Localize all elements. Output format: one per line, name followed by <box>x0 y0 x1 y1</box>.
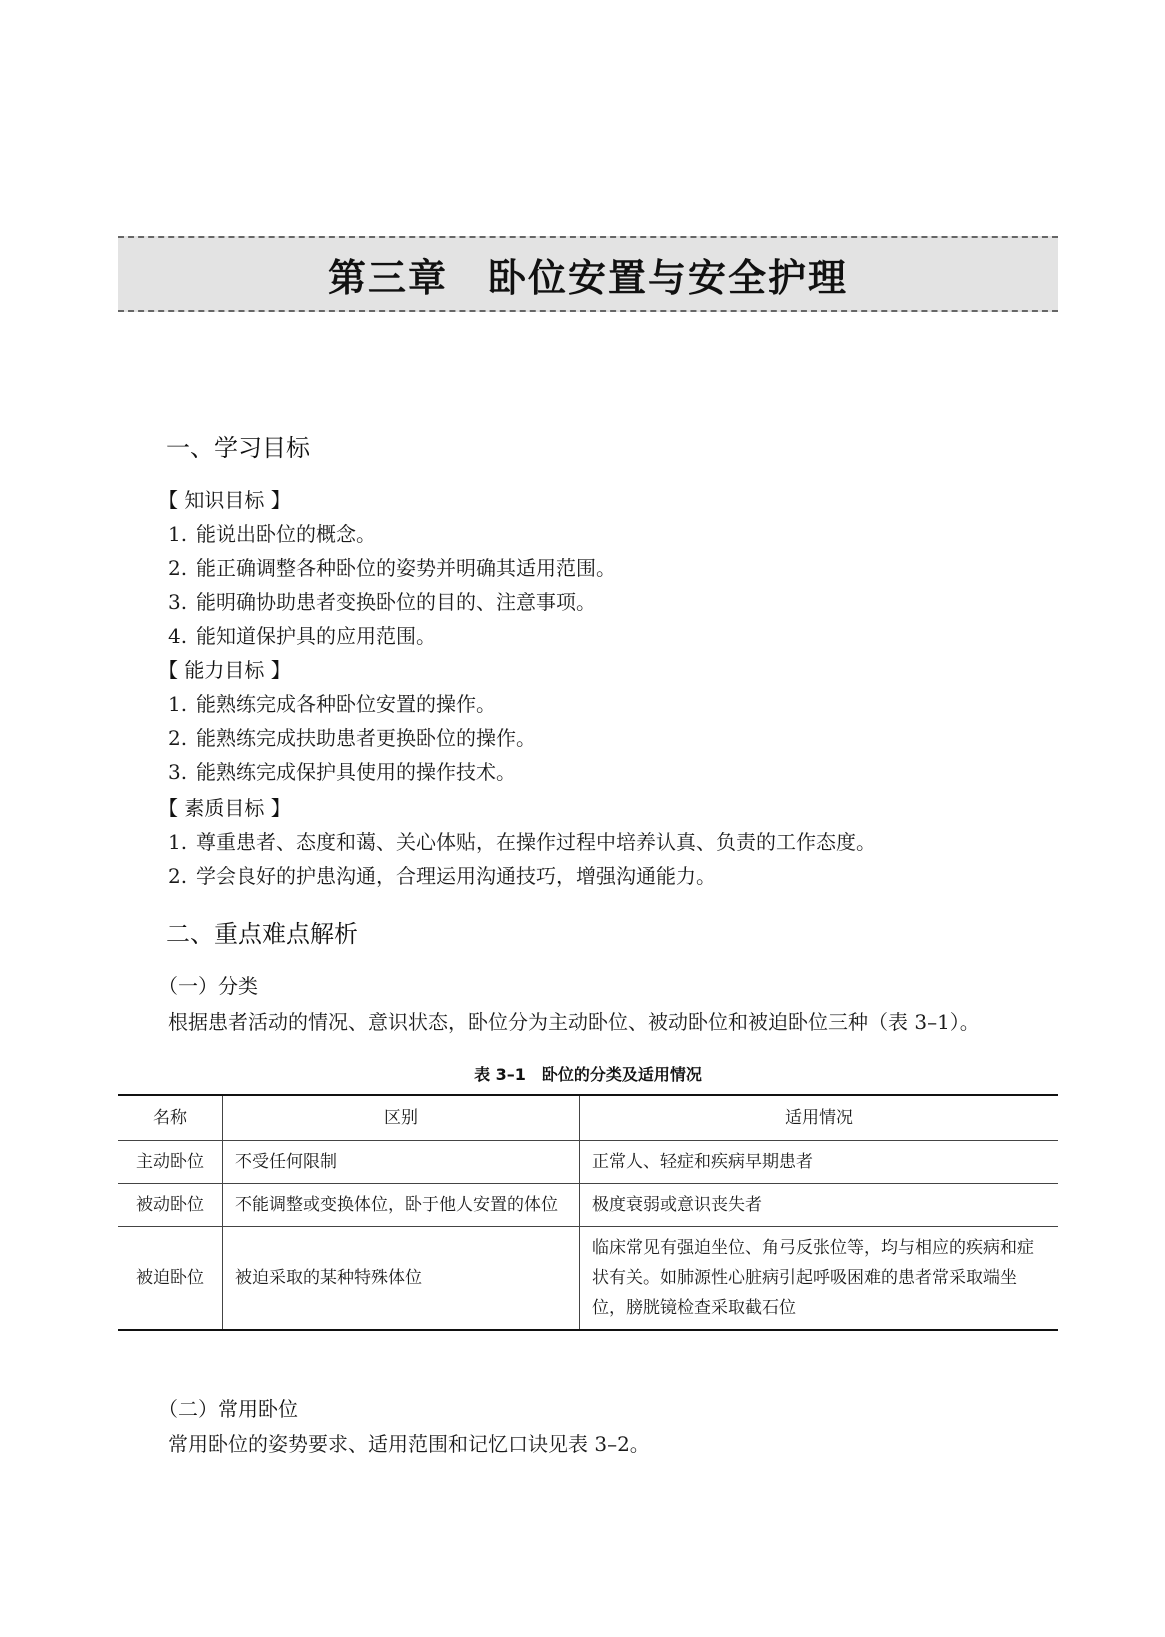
item-text: 能说出卧位的概念。 <box>196 522 376 546</box>
table-row <box>118 1184 1058 1227</box>
item-number: 4. <box>168 624 188 648</box>
table-cell: 临床常见有强迫坐位、角弓反张位等，均与相应的疾病和症状有关。如肺源性心脏病引起呼吸困难的患者常采取端坐位，膀胱镜检查采取截石位 <box>592 1238 1034 1318</box>
item-number: 1. <box>168 522 188 546</box>
item-number: 2. <box>168 726 188 750</box>
table-cell: 极度衰弱或意识丧失者 <box>580 1184 1059 1227</box>
table-cell: 被迫卧位 <box>118 1227 223 1331</box>
list-item <box>168 756 516 785</box>
subheading-classification: （一）分类 <box>158 974 258 998</box>
table-row <box>118 1141 1058 1184</box>
item-text: 能知道保护具的应用范围。 <box>196 624 436 648</box>
list-item <box>168 722 536 751</box>
table-cell: 主动卧位 <box>118 1141 223 1184</box>
table-cell: 不能调整或变换体位，卧于他人安置的体位 <box>223 1184 580 1227</box>
table-cell: 被迫采取的某种特殊体位 <box>223 1227 580 1331</box>
table-header-row <box>118 1095 1058 1141</box>
item-text: 能熟练完成各种卧位安置的操作。 <box>196 692 496 716</box>
paragraph-classification: 根据患者活动的情况、意识状态，卧位分为主动卧位、被动卧位和被迫卧位三种（表 3–1）。 <box>168 1010 980 1034</box>
subheading-knowledge-goals: 【 知识目标 】 <box>158 488 291 512</box>
item-text: 尊重患者、态度和蔼、关心体贴，在操作过程中培养认真、负责的工作态度。 <box>196 830 876 854</box>
table-cell: 被动卧位 <box>118 1184 223 1227</box>
list-item <box>168 620 436 649</box>
item-number: 1. <box>168 692 188 716</box>
column-header-application: 适用情况 <box>580 1095 1059 1141</box>
section-heading-learning-goals: 一、学习目标 <box>166 434 310 462</box>
section-heading-key-points: 二、重点难点解析 <box>166 920 358 948</box>
column-header-name: 名称 <box>118 1095 223 1141</box>
subheading-common-positions: （二）常用卧位 <box>158 1397 298 1421</box>
item-text: 能熟练完成扶助患者更换卧位的操作。 <box>196 726 536 750</box>
list-item <box>168 860 716 889</box>
table-caption: 表 3–1 卧位的分类及适用情况 <box>474 1065 702 1084</box>
paragraph-common-positions: 常用卧位的姿势要求、适用范围和记忆口诀见表 3–2。 <box>168 1432 650 1456</box>
list-item <box>168 826 876 855</box>
column-header-difference: 区别 <box>223 1095 580 1141</box>
position-classification-table <box>118 1094 1058 1331</box>
item-number: 3. <box>168 760 188 784</box>
subheading-quality-goals: 【 素质目标 】 <box>158 796 291 820</box>
chapter-banner <box>118 236 1058 312</box>
item-number: 2. <box>168 864 188 888</box>
item-number: 1. <box>168 830 188 854</box>
chapter-title: 第三章 卧位安置与安全护理 <box>327 254 848 300</box>
list-item <box>168 586 596 615</box>
item-text: 学会良好的护患沟通，合理运用沟通技巧，增强沟通能力。 <box>196 864 716 888</box>
list-item <box>168 552 616 581</box>
item-text: 能明确协助患者变换卧位的目的、注意事项。 <box>196 590 596 614</box>
table-cell: 不受任何限制 <box>223 1141 580 1184</box>
table-cell: 正常人、轻症和疾病早期患者 <box>580 1141 1059 1184</box>
item-text: 能熟练完成保护具使用的操作技术。 <box>196 760 516 784</box>
item-number: 3. <box>168 590 188 614</box>
subheading-ability-goals: 【 能力目标 】 <box>158 658 291 682</box>
table-row <box>118 1227 1058 1331</box>
list-item <box>168 518 376 547</box>
item-number: 2. <box>168 556 188 580</box>
list-item <box>168 688 496 717</box>
item-text: 能正确调整各种卧位的姿势并明确其适用范围。 <box>196 556 616 580</box>
